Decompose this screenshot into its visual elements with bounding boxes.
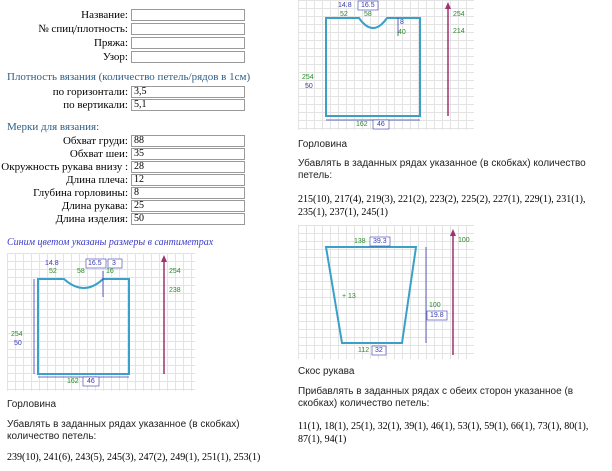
front-neck-cm: 16.5 [88, 260, 102, 267]
shoulder-label: Длина плеча: [66, 174, 128, 186]
back-side-rows: 214 [453, 28, 465, 35]
back-rows: 215(10), 217(4), 219(3), 221(2), 223(2), 225(2), 227(1), 229(1), 231(1), 235(1), 237(1), 245(1) [298, 194, 586, 218]
sleeve-section-title: Скос рукава [298, 366, 355, 377]
sleeve-length-label: Длина рукава: [61, 200, 128, 212]
pattern-label: Узор: [102, 51, 128, 63]
density-h-input[interactable]: 3,5 [131, 86, 245, 98]
back-diagram [298, 0, 474, 130]
sleeve-rows: 11(1), 18(1), 25(1), 32(1), 39(1), 46(1), 53(1), 59(1), 66(1), 73(1), 80(1), 87(1), 94(1) [298, 421, 589, 445]
density-h-label: по горизонтали: [52, 86, 128, 98]
front-section-title: Горловина [7, 399, 57, 410]
back-section-title: Горловина [298, 139, 348, 150]
front-diagram [7, 253, 195, 391]
sleeve-bottom-label: Окружность рукава внизу : [1, 161, 128, 173]
front-arrow-head [161, 255, 167, 262]
sleeve-bottom-cm: 32 [375, 347, 383, 354]
garment-length-input[interactable]: 50 [131, 213, 245, 225]
sleeve-length-input[interactable]: 25 [131, 200, 245, 212]
sleeve-increase: + 13 [342, 293, 356, 300]
front-height-rows: 254 [11, 331, 23, 338]
front-width-cm: 46 [87, 378, 95, 385]
yarn-input[interactable] [131, 37, 245, 49]
front-height-cm: 50 [14, 340, 22, 347]
front-width-st: 162 [67, 378, 79, 385]
back-instruction: Убавлять в заданных рядах указанное (в скобках) количество петель: [298, 158, 586, 181]
front-side-rows: 238 [169, 287, 181, 294]
sleeve-diagram [298, 225, 474, 359]
back-neck-depth-rows: 40 [398, 29, 406, 36]
back-arrow-head [445, 2, 451, 9]
sleeve-bottom-input[interactable]: 28 [131, 161, 245, 173]
front-piece-outline [38, 279, 129, 374]
sleeve-instruction: Прибавлять в заданных рядах с обеих сторон указанное (в скобках) количество петель: [298, 386, 574, 409]
front-rows: 239(10), 241(6), 243(5), 245(3), 247(2), 249(1), 251(1), 253(1) [7, 452, 261, 463]
back-shoulder-st: 52 [340, 11, 348, 18]
back-neck-cm: 16.5 [361, 2, 375, 9]
yarn-label: Пряжа: [93, 37, 128, 49]
back-neck-rows: 8 [400, 19, 404, 26]
sleeve-side-rows: 100 [429, 302, 441, 309]
sleeve-total-rows: 100 [458, 237, 470, 244]
back-height-cm: 50 [305, 83, 313, 90]
shoulder-input[interactable]: 12 [131, 174, 245, 186]
pattern-input[interactable] [131, 51, 245, 63]
sleeve-top-st: 138 [354, 238, 366, 245]
measures-title: Мерки для вязания: [7, 121, 100, 133]
sleeve-piece-outline [326, 247, 416, 343]
back-neck-st: 58 [364, 11, 372, 18]
front-shoulder-st: 52 [49, 268, 57, 275]
back-width-st: 162 [356, 121, 368, 128]
sleeve-side-cm: 19.8 [430, 312, 444, 319]
density-title: Плотность вязания (количество петель/рядов в 1см) [7, 71, 251, 83]
neck-depth-label: Глубина горловины: [33, 187, 128, 199]
sleeve-bottom-st: 112 [358, 347, 370, 354]
back-top-left-cm: 14.8 [338, 2, 352, 9]
name-label: Название: [81, 9, 128, 21]
neck-girth-input[interactable]: 35 [131, 148, 245, 160]
name-input[interactable] [131, 9, 245, 21]
back-total-rows: 254 [453, 11, 465, 18]
neck-depth-input[interactable]: 8 [131, 187, 245, 199]
back-height-rows: 254 [302, 74, 314, 81]
needles-input[interactable] [131, 23, 245, 35]
sleeve-top-cm: 39.3 [373, 238, 387, 245]
density-v-input[interactable]: 5,1 [131, 99, 245, 111]
front-neck-st: 58 [77, 268, 85, 275]
chest-label: Обхват груди: [62, 135, 128, 147]
needles-label: № спиц/плотность: [38, 23, 128, 35]
front-neck-depth-cm: 3 [112, 260, 116, 267]
front-total-rows: 254 [169, 268, 181, 275]
neck-girth-label: Обхват шеи: [69, 148, 128, 160]
sleeve-arrow-head [450, 229, 456, 236]
front-neck-rows: 16 [106, 268, 114, 275]
front-instruction: Убавлять в заданных рядах указанное (в скобках) количество петель: [7, 419, 240, 442]
front-top-left-cm: 14.8 [45, 260, 59, 267]
density-v-label: по вертикали: [63, 99, 128, 111]
garment-length-label: Длина изделия: [55, 213, 128, 225]
units-note: Синим цветом указаны размеры в сантиметрах [7, 237, 214, 248]
chest-input[interactable]: 88 [131, 135, 245, 147]
back-width-cm: 46 [377, 121, 385, 128]
